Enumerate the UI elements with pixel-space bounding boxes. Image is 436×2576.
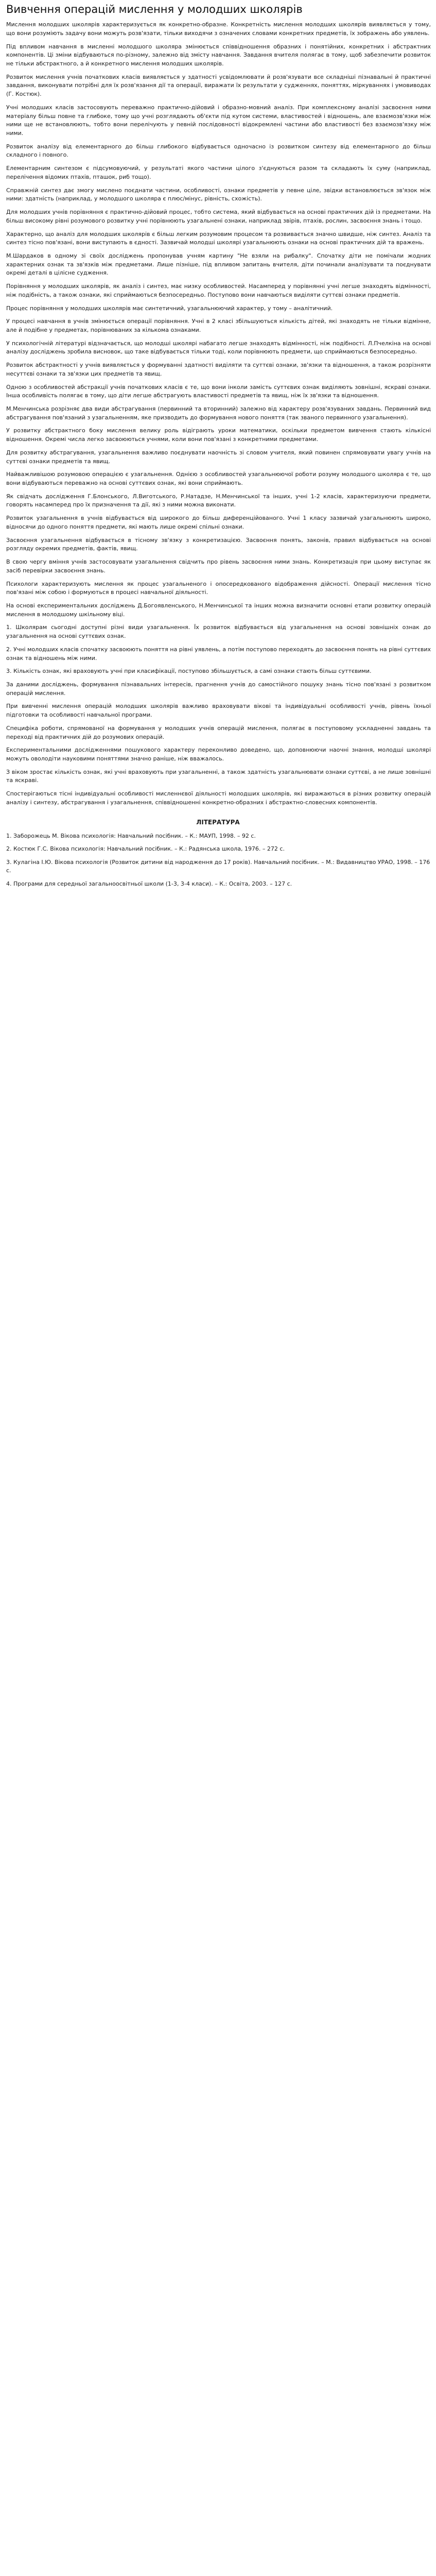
paragraph: Спостерігаються тісні індивідуальні особливості мисленнєвої діяльності молодших школярів, які виражаються в різних розвитку операцій аналізу і синтезу, абстрагування і узагальнення, співвідношенні конкретно-образних і абстрактно-словесних компонентів. bbox=[6, 790, 431, 806]
paragraph: Розвиток аналізу від елементарного до більш глибокого відбувається одночасно із розвитком синтезу від елементарного до більш складного і повного. bbox=[6, 143, 431, 159]
paragraph: Засвоєння узагальнення відбувається в тісному зв'язку з конкретизацією. Засвоєння понять, законів, правил відбувається на основі розгляду окремих предметів, фактів, явищ. bbox=[6, 536, 431, 552]
reference-item: 3. Кулагіна І.Ю. Вікова психологія (Розвиток дитини від народження до 17 років). Навчальний посібник. – М.: Видавництво УРАО, 1998. – 176 с. bbox=[6, 858, 430, 874]
paragraph: М.Шардаков в одному зі своїх досліджень пропонував учням картину "Не взяли на рибалку". Спочатку діти не помічали жодних характерних ознак та зв'язків між предметами. Лише пізніше, під впливом запитань вчителя, діти починали аналізувати та поєднувати окремі деталі в цілісне судження. bbox=[6, 252, 431, 277]
paragraph: У процесі навчання в учнів змінюється операції порівняння. Учні в 2 класі збільшуються кількість дітей, які знаходять не тільки відмінне, але й подібне у предметах, порівнюваних за кількома ознаками. bbox=[6, 318, 431, 333]
paragraph: У розвитку абстрактного боку мислення велику роль відіграють уроки математики, оскільки предметом вивчення стають кількісні відношення. Окремі числа легко засвоюються учнями, коли вони пов'язані з конкретними предметами. bbox=[6, 427, 431, 443]
paragraph: Експериментальними дослідженнями пошукового характеру переконливо доведено, що, доповнюючи наочні знання, молодші школярі можуть оволодіти науковими поняттями значно раніше, ніж вважалось. bbox=[6, 747, 431, 762]
paragraph: Справжній синтез дає змогу мислено поєднати частини, особливості, ознаки предметів у певне ціле, звідки встановлюється зв'язок між ними: здатність (наприклад, у молодшого школяра є плюс/мінус, рівність, схожість). bbox=[6, 187, 431, 202]
paragraph: Одною з особливостей абстракції учнів початкових класів є те, що вони інколи замість суттєвих ознак виділяють зовнішні, яскраві ознаки. Інша особливість полягає в тому, що діти легше абстрагують властивості предметів та явищ, ніж їх зв'язки та відношення. bbox=[6, 383, 431, 399]
page-title: Вивчення операцій мислення у молодших школярів bbox=[6, 3, 303, 15]
reference-item: 1. Заборожець М. Вікова психологія: Навчальний посібник. – К.: МАУП, 1998. – 92 с. bbox=[6, 832, 256, 839]
references-list bbox=[5, 832, 431, 889]
paragraph: Для молодших учнів порівняння є практично-дійовий процес, тобто система, який відбувається на основі практичних дій із предметами. На більш високому рівні розумового розвитку учні порівнюють узагальнені ознаки, наприклад звірів, птахів, рослин, засвоєння знань і тощо. bbox=[6, 209, 431, 224]
paragraph: Під впливом навчання в мисленні молодшого школяра змінюється співвідношення образних і понятійних, конкретних і абстрактних компонентів. Ці зміни відбуваються по-різному, залежно від змісту навчання. Завдання вчителя полягає в тому, щоб забезпечити розвиток не тільки абстрактного, а й конкретного мислення молодших школярів. bbox=[6, 43, 431, 67]
paragraph: В свою чергу вміння учнів застосовувати узагальнення свідчить про рівень засвоєння ними знань. Конкретизація при цьому виступає як засіб перевірки засвоєння знань. bbox=[6, 558, 431, 574]
paragraph: Процес порівняння у молодших школярів має синтетичний, узагальнюючий характер, у тому – аналітичний. bbox=[6, 304, 333, 312]
paragraph: Характерно, що аналіз для молодших школярів є більш легким розумовим процесом та розвивається значно швидше, ніж синтез. Аналіз та синтез тісно пов'язані, вони виступають в єдності. Зазвичай молодші школярі узагальнюють ознаки на основі практичних дій та вражень. bbox=[6, 230, 431, 246]
reference-item: 4. Програми для середньої загальноосвітньої школи (1-3, 3-4 класи). – К.: Освіта, 2003. – 127 с. bbox=[6, 880, 292, 887]
paragraph: Розвиток узагальнення в учнів відбувається від широкого до більш диференційованого. Учні 1 класу зазвичай узагальнюють широко, відносячи до одного поняття предмети, які мають лише окремі спільні ознаки. bbox=[6, 515, 431, 530]
paragraph: 2. Учні молодших класів спочатку засвоюють поняття на рівні уявлень, а потім поступово переходять до засвоєння понять на рівні суттєвих ознак та відношень між ними. bbox=[6, 646, 431, 662]
paragraph: При вивченні мислення операцій молодших школярів важливо враховувати вікові та індивідуальні особливості учнів, рівень їхньої підготовки та особливості навчальної програми. bbox=[6, 703, 431, 719]
paragraph: Психологи характеризують мислення як процес узагальненого і опосередкованого відображення дійсності. Операції мислення тісно пов'язані між собою і формуються в процесі навчальної діяльності. bbox=[6, 580, 431, 596]
paragraph: Специфіка роботи, спрямованої на формування у молодших учнів операцій мислення, полягає в поступовому ускладненні завдань та переході від практичних дій до розумових операцій. bbox=[6, 724, 431, 740]
paragraph: 1. Школярам сьогодні доступні різні види узагальнення. Їх розвиток відбувається від узагальнення на основі зовнішніх ознак до узагальнення на основі суттєвих ознак. bbox=[6, 624, 431, 640]
paragraph: 3. Кількість ознак, які враховують учні при класифікації, поступово збільшується, а самі ознаки стають більш суттєвими. bbox=[6, 668, 372, 675]
document-page bbox=[5, 0, 431, 888]
references-heading: ЛІТЕРАТУРА bbox=[196, 818, 240, 826]
reference-item: 2. Костюк Г.С. Вікова психологія: Навчальний посібник. – К.: Радянська школа, 1976. – 272 с. bbox=[6, 845, 285, 853]
paragraph: Для розвитку абстрагування, узагальнення важливо поєднувати наочність зі словом учителя, який повинен спрямовувати увагу учнів на суттєві ознаки предметів та явищ. bbox=[6, 449, 431, 465]
paragraph: З віком зростає кількість ознак, які учні враховують при узагальненні, а також здатність узагальнювати ознаки суттєві, а не лише зовнішні та яскраві. bbox=[6, 768, 431, 784]
paragraph: Розвиток мислення учнів початкових класів виявляється у здатності усвідомлювати й розв'язувати все складніші пізнавальні й практичні завдання, виконувати потрібні для їх розв'язання дії та операції, виражати їх результати у судженнях, поняттях, міркуваннях і умовиводах (Г. Костюк). bbox=[6, 73, 431, 98]
paragraph: За даними досліджень, формування пізнавальних інтересів, прагнення учнів до самостійного пошуку знань тісно пов'язані з розвитком операцій мислення. bbox=[6, 681, 431, 697]
paragraph: М.Менчинська розрізняє два види абстрагування (первинний та вторинний) залежно від характеру розв'язуваних завдань. Первинний вид абстрагування пов'язаний з узагальненням, яке призводить до формування нового поняття (так званого первинного узагальнення). bbox=[6, 405, 431, 421]
paragraph: На основі експериментальних досліджень Д.Богоявленського, Н.Менчинської та інших можна визначити основні етапи розвитку операцій мислення в молодшому шкільному віці. bbox=[6, 602, 431, 618]
paragraph: Учні молодших класів застосовують переважно практично-дійовий і образно-мовний аналіз. При комплексному аналізі засвоєння ними матеріалу більш повне та глибоке, тому що учні розглядають об'єкти під кутом системи, властивостей і відношень, але взаємозв'язки між ними ще не встановлюють, тобто вони перелічують у певній послідовності відокремлені частини або властивості без взаємозв'язку між ними. bbox=[6, 104, 431, 137]
paragraph: Мислення молодших школярів характеризується як конкретно-образне. Конкретність мислення молодших школярів виявляється у тому, що вони розуміють задачу вони можуть розв'язати, тільки виходячи з означених словами конкретних предметів, їх зображень або уявлень. bbox=[6, 21, 431, 37]
paragraph: У психологічній літературі відзначається, що молодші школярі набагато легше знаходять відмінності, ніж подібності. Л.Пчелкіна на основі аналізу досліджень зробила висновок, що таке відбувається тільки тоді, коли порівнюють предмети, що сприймаються безпосередньо. bbox=[6, 340, 431, 355]
paragraph: Порівняння у молодших школярів, як аналіз і синтез, має низку особливостей. Насамперед у порівнянні учні легше знаходять відмінності, ніж подібність, а також ознаки, які сприймаються безпосередньо. Поступово вони навчаються виділяти суттєві ознаки предметів. bbox=[6, 283, 431, 298]
paragraph: Елементарним синтезом є підсумовуючий, у результаті якого частини цілого з'єднуються разом та складають їх суму (наприклад, перелічення відомих птахів, пташок, риб тощо). bbox=[6, 165, 431, 180]
article-body bbox=[5, 21, 431, 807]
paragraph: Як свідчать дослідження Г.Блонського, Л.Виготського, Р.Натадзе, Н.Менчинської та інших, учні 1-2 класів, характеризуючи предмети, говорять насамперед про їх призначення та дії, які з ними можна виконати. bbox=[6, 493, 431, 509]
paragraph: Найважливішою розумовою операцією є узагальнення. Однією з особливостей узагальнюючої роботи розуму молодшого школяра є те, що вони відбуваються переважно на основі суттєвих ознак, які вони сприймають. bbox=[6, 471, 431, 487]
paragraph: Розвиток абстрактності у учнів виявляється у формуванні здатності виділяти та суттєві ознаки, зв'язки та відношення, а також розрізняти несуттєві ознаки та зв'язки цих предметів та явищ. bbox=[6, 362, 431, 377]
